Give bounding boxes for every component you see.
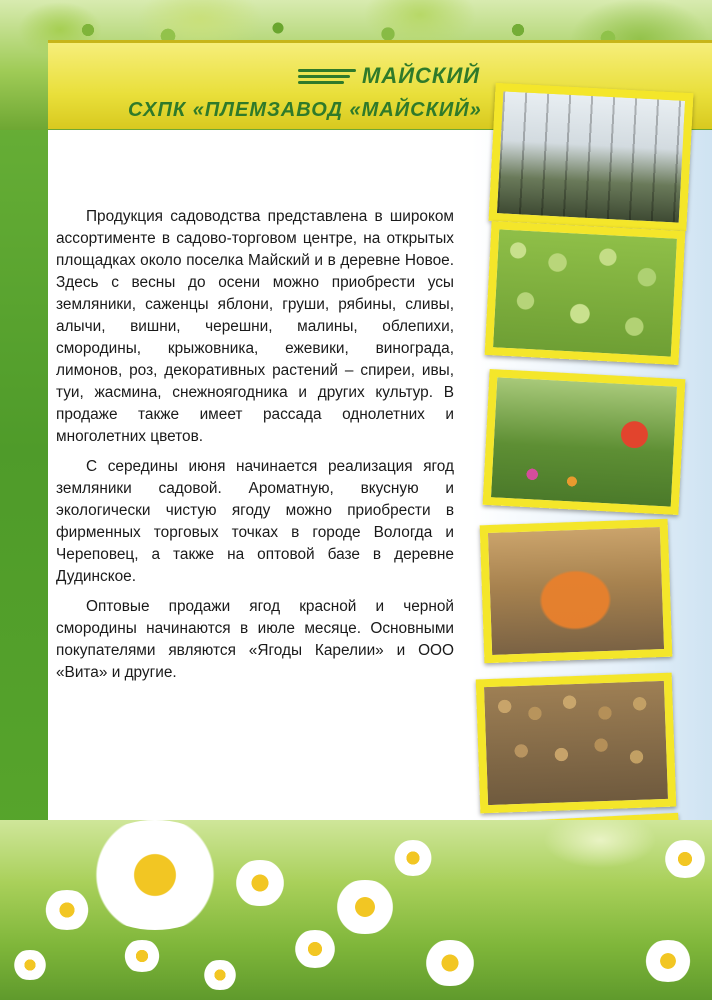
cabbage-photo <box>485 221 686 365</box>
daisy-icon <box>40 890 94 930</box>
carrot-bag-photo <box>480 519 673 663</box>
daisy-icon <box>330 880 400 934</box>
logo <box>298 63 480 89</box>
daisy-icon <box>230 860 290 906</box>
daisy-field-photo <box>0 820 712 1000</box>
foliage <box>48 0 712 44</box>
article-text <box>56 206 454 692</box>
daisy-icon <box>80 820 230 930</box>
paragraph-1: Продукция садоводства представлена в широком ассортименте в садово-торговом центре, на открытых площадках около поселка Майский и в деревне Новое. Здесь с весны до осени можно приобрести усы земляники, саженцы яблони, груши, рябины, сливы, алычи, вишни, черешни, малины, облепихи, смородины, крыжовника, ежевики, винограда, лимонов, роз, декоративных растений – спиреи, ивы, туи, жасмина, снежноягодника и других культур. В продаже также имеет рассада однолетних и многолетних цветов. <box>56 208 454 445</box>
outdoor-plant-display-photo <box>483 369 686 515</box>
banner-title: СХПК «ПЛЕМЗАВОД «МАЙСКИЙ» <box>128 99 482 121</box>
paragraph-3: Оптовые продажи ягод красной и черной смородины начинаются в июле месяце. Основными покупателями являются «Ягоды Карелии» и ООО «Вита» и другие. <box>56 598 454 681</box>
garden-center-interior-photo <box>489 83 694 231</box>
daisy-icon <box>660 840 710 878</box>
daisy-icon <box>390 840 436 876</box>
logo-text: МАЙСКИЙ <box>362 63 481 88</box>
daisy-icon <box>10 950 50 980</box>
daisy-icon <box>200 960 240 990</box>
daisy-icon <box>640 940 696 982</box>
daisy-icon <box>290 930 340 968</box>
daisy-icon <box>120 940 164 972</box>
logo-stripes-icon <box>298 67 358 85</box>
paragraph-2: С середины июня начинается реализация ягод земляники садовой. Ароматную, вкусную и экологически чистую ягоду можно приобрести в фирменных торговых точках в городе Вологда и Череповец, а также на оптовой базе в деревне Дудинское. <box>56 458 454 585</box>
potato-sacks-photo <box>476 673 677 814</box>
daisy-icon <box>420 940 480 986</box>
